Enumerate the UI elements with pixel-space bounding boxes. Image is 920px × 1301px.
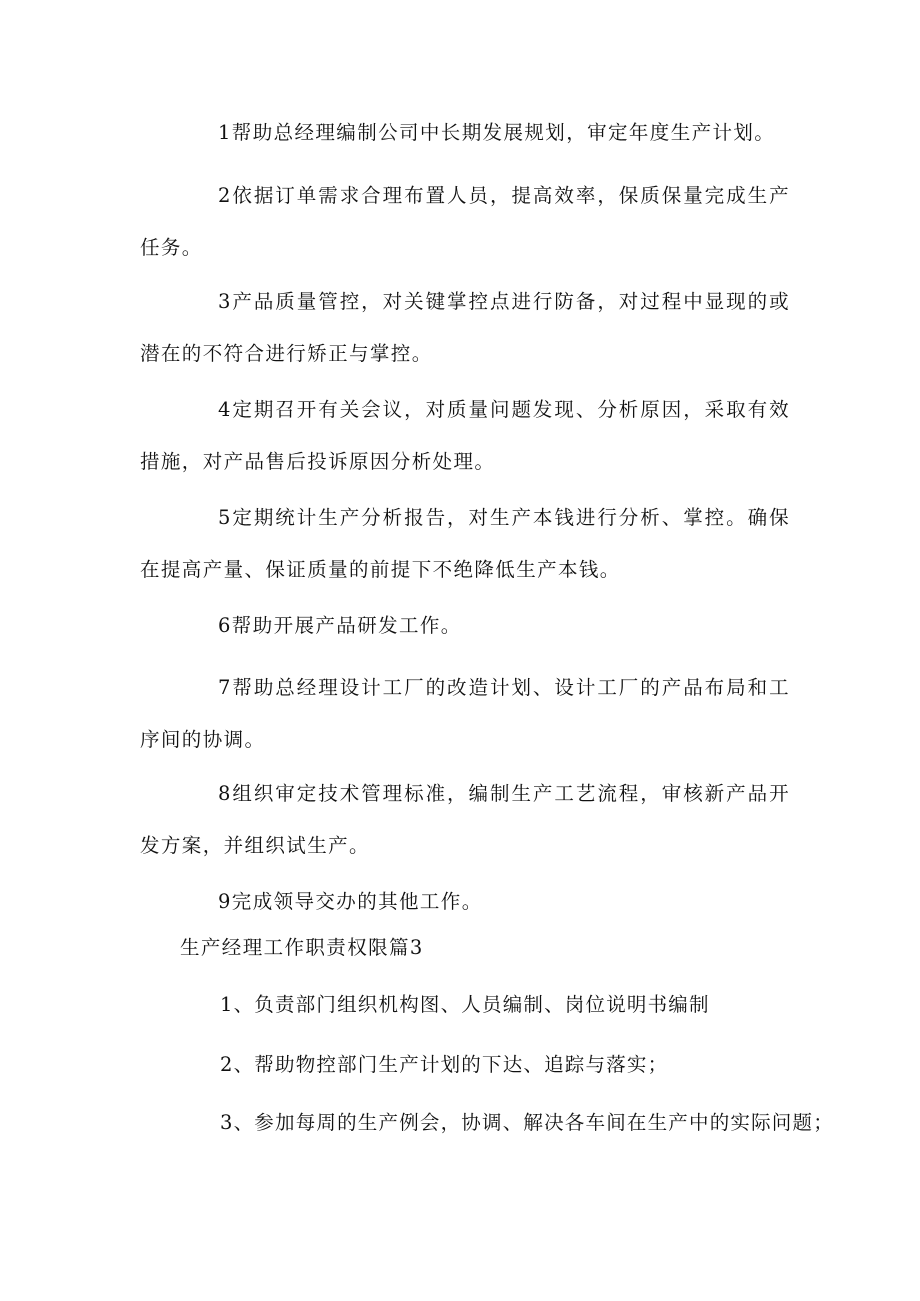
duty-item-7: 7帮助总经理设计工厂的改造计划、设计工厂的产品布局和工序间的协调。 bbox=[140, 676, 790, 751]
duty-item-1: 1帮助总经理编制公司中长期发展规划，审定年度生产计划。 bbox=[218, 121, 776, 144]
duty-item-2: 2依据订单需求合理布置人员，提高效率，保质保量完成生产任务。 bbox=[140, 184, 790, 259]
duty-item-6: 6帮助开展产品研发工作。 bbox=[218, 614, 462, 637]
duty-item-5: 5定期统计生产分析报告，对生产本钱进行分析、掌控。确保在提高产量、保证质量的前提下不绝降低生产本钱。 bbox=[140, 506, 790, 581]
duty-item-8: 8组织审定技术管理标准，编制生产工艺流程，审核新产品开发方案，并组织试生产。 bbox=[140, 782, 790, 857]
section-heading: 生产经理工作职责权限篇3 bbox=[180, 936, 424, 959]
duty-item-4: 4定期召开有关会议，对质量问题发现、分析原因，采取有效措施，对产品售后投诉原因分析处理。 bbox=[140, 398, 790, 473]
duty-item-9: 9完成领导交办的其他工作。 bbox=[218, 890, 483, 913]
responsibility-item-2: 2、帮助物控部门生产计划的下达、追踪与落实； bbox=[220, 1053, 669, 1076]
responsibility-item-1: 1、负责部门组织机构图、人员编制、岗位说明书编制 bbox=[220, 993, 710, 1016]
responsibility-item-3: 3、参加每周的生产例会，协调、解决各车间在生产中的实际问题； bbox=[220, 1111, 834, 1134]
duty-item-3: 3产品质量管控，对关键掌控点进行防备，对过程中显现的或潜在的不符合进行矫正与掌控。 bbox=[140, 290, 790, 365]
